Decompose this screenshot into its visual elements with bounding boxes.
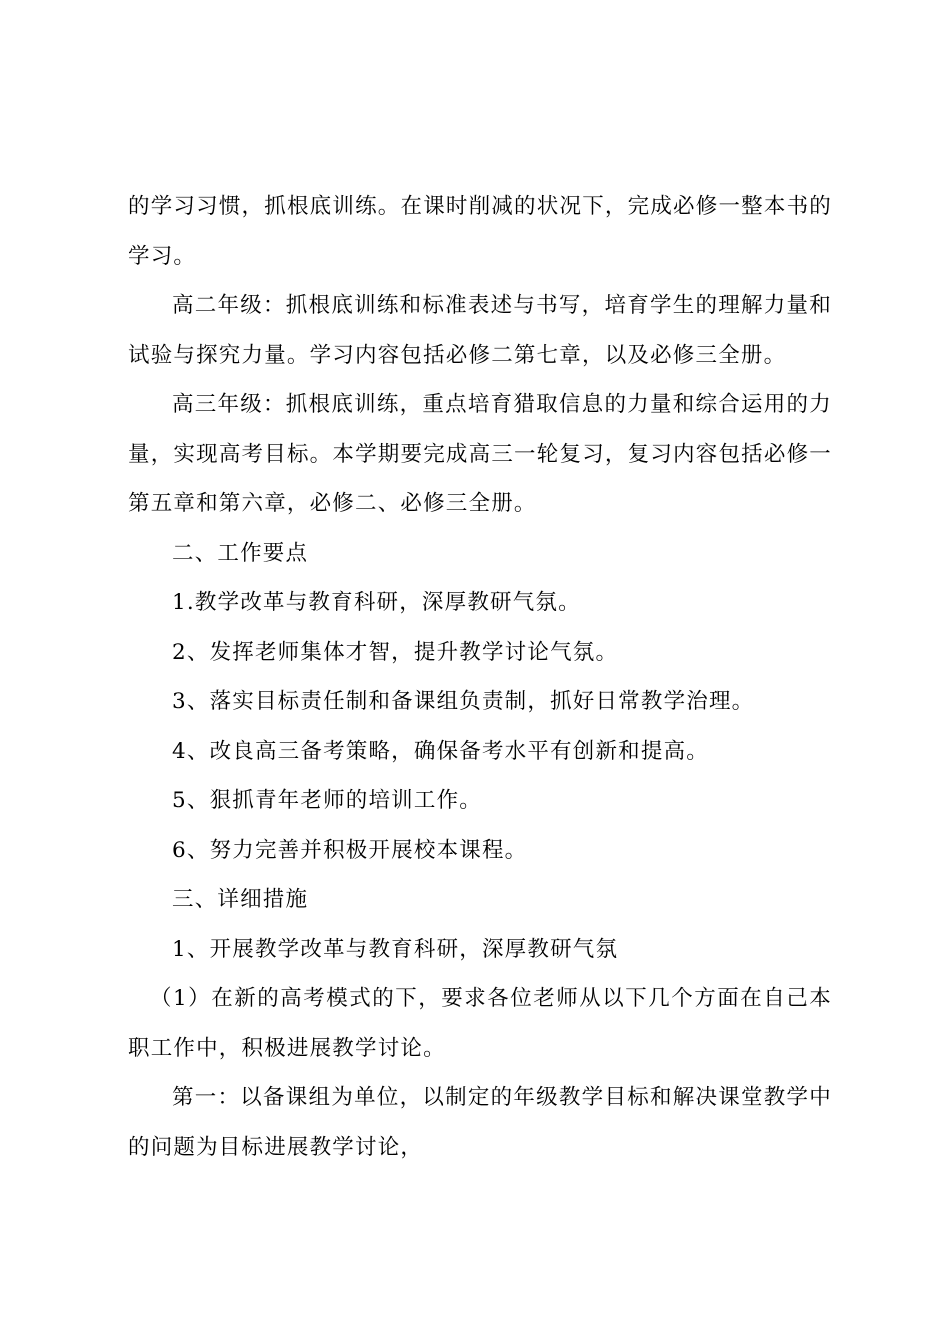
list-item-point-5: 5、狠抓青年老师的培训工作。 [172, 788, 482, 813]
paragraph-measure-1-item-1: （1）在新的高考模式的下，要求各位老师从以下几个方面在自己本职工作中，积极进展教学讨论。 [128, 986, 832, 1061]
list-item-point-6: 6、努力完善并积极开展校本课程。 [172, 837, 528, 863]
paragraph-grade-three: 高三年级：抓根底训练，重点培育猎取信息的力量和综合运用的力量，实现高考目标。本学期要完成高三一轮复习，复习内容包括必修一第五章和第六章，必修二、必修三全册。 [128, 392, 832, 516]
list-item-point-2: 2、发挥老师集体才智，提升教学讨论气氛。 [172, 639, 619, 665]
heading-work-points: 二、工作要点 [172, 540, 309, 566]
paragraph-grade-two: 高二年级：抓根底训练和标准表述与书写，培育学生的理解力量和试验与探究力量。学习内容包括必修二第七章，以及必修三全册。 [128, 293, 832, 368]
list-item-point-3: 3、落实目标责任制和备课组负责制，抓好日常教学治理。 [172, 689, 755, 714]
heading-detailed-measures: 三、详细措施 [172, 887, 309, 912]
document-body [128, 182, 832, 1172]
paragraph-continuation: 的学习习惯，抓根底训练。在课时削减的状况下，完成必修一整本书的学习。 [128, 194, 832, 269]
list-item-point-4: 4、改良高三备考策略，确保备考水平有创新和提高。 [172, 738, 709, 764]
paragraph-first-point: 第一：以备课组为单位，以制定的年级教学目标和解决课堂教学中的问题为目标进展教学讨论， [128, 1085, 832, 1160]
subheading-measure-1: 1、开展教学改革与教育科研，深厚教研气氛 [172, 936, 619, 962]
list-item-point-1: 1.教学改革与教育科研，深厚教研气氛。 [172, 590, 581, 615]
